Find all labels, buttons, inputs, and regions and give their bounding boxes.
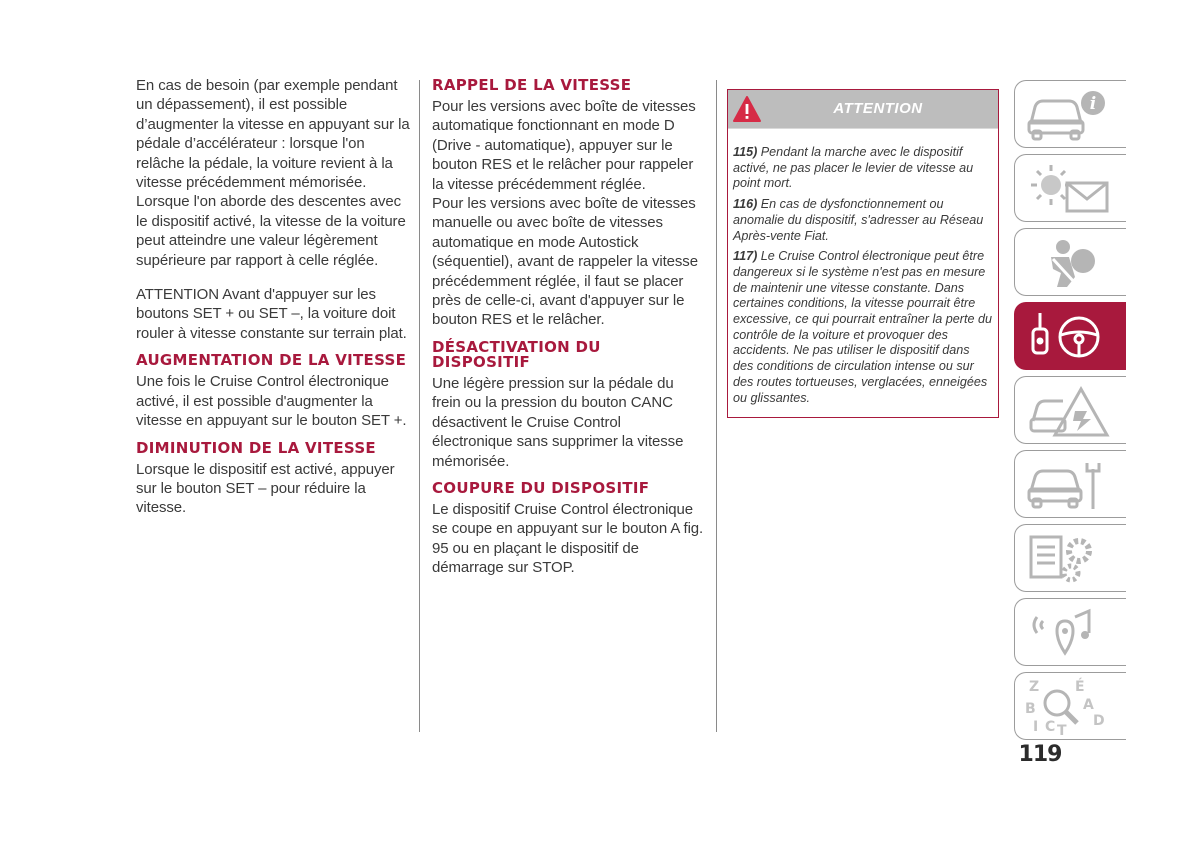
note-number: 116)	[733, 197, 758, 212]
column-right	[727, 89, 999, 418]
car-service-icon	[1023, 455, 1117, 513]
multimedia-icon	[1023, 603, 1117, 661]
paragraph-attention: ATTENTION Avant d'appuyer sur les boutons SET + ou SET –, la voiture doit rouler à vitesse constante sur terrain plat.	[136, 286, 407, 342]
tab-safety[interactable]	[1014, 228, 1126, 296]
svg-text:i: i	[1089, 94, 1097, 114]
heading-diminution: DIMINUTION DE LA VITESSE	[136, 438, 376, 457]
paragraph-overtaking: En cas de besoin (par exemple pendant un dépassement), il est possible d’augmenter la vitesse en appuyant sur la pédale d’accélérateur : lorsque l'on relâche la pédale, la voiture revient à la vitesse précédemment mémorisée. Lorsque l'on aborde des descentes avec le dispositif activé, la vitesse de la voiture peut atteindre une valeur légèrement supérieure par rapport à celle réglée.	[136, 77, 410, 269]
warning-note	[728, 249, 998, 406]
page-number: 119	[1018, 742, 1062, 767]
index-letter: I	[1033, 719, 1039, 735]
note-number: 115)	[733, 145, 758, 159]
warning-note	[728, 197, 998, 244]
lights-message-icon	[1023, 159, 1117, 217]
column-left	[136, 76, 410, 518]
column-divider-2	[716, 80, 717, 732]
tab-multimedia[interactable]	[1014, 598, 1126, 666]
key-steering-wheel-icon	[1023, 307, 1117, 365]
warning-box	[727, 89, 999, 418]
column-divider-1	[419, 80, 420, 732]
paragraph-coupure: Le dispositif Cruise Control électronique se coupe en appuyant sur le bouton A fig. 95 ou en plaçant le dispositif de démarrage sur STOP.	[432, 500, 704, 577]
note-text: Le Cruise Control électronique peut être dangereux si le système n'est pas en mesure de maintenir une vitesse constante. Dans certaines conditions, la vitesse pourrait être excessive, ce qui pourrait entraîner la perte du contrôle de la voiture et provoquer des accidents. Ne pas utiliser le dispositif dans des conditions de circulation intense ou sur des routes tortueuses, verglacées, enneigées ou glissantes.	[733, 249, 993, 405]
car-warning-icon	[1023, 381, 1117, 439]
index-letter: D	[1093, 713, 1105, 729]
tab-car-info[interactable]	[1014, 80, 1126, 148]
index-letter: A	[1083, 697, 1094, 713]
heading-desactivation: DÉSACTIVATION DU DISPOSITIF	[432, 337, 601, 371]
index-letter: C	[1045, 719, 1056, 735]
paragraph-desactivation: Une légère pression sur la pédale du frein ou la pression du bouton CANC désactivent le Cruise Control électronique sans supprimer la vitesse mémorisée.	[432, 374, 684, 470]
car-info-icon	[1023, 85, 1117, 143]
paragraph-rappel-automatic: Pour les versions avec boîte de vitesses automatique fonctionnant en mode D (Drive - automatique), appuyer sur le bouton RES et le relâcher pour rappeler la vitesse précédemment réglée.	[432, 98, 696, 193]
note-text: En cas de dysfonctionnement ou anomalie du dispositif, s'adresser au Réseau Après-vente Fiat.	[733, 197, 984, 243]
index-letter: T	[1057, 723, 1067, 735]
index-letter: B	[1025, 701, 1036, 717]
heading-augmentation: AUGMENTATION DE LA VITESSE	[136, 351, 407, 370]
index-letter: É	[1075, 679, 1085, 695]
tab-emergency[interactable]	[1014, 376, 1126, 444]
warning-title: ATTENTION	[833, 100, 923, 117]
tab-lights-messages[interactable]	[1014, 154, 1126, 222]
note-number: 117)	[733, 249, 758, 264]
warning-header	[728, 90, 998, 129]
index-letter: Z	[1029, 679, 1040, 695]
note-text: Pendant la marche avec le dispositif activé, ne pas placer le levier de vitesse au point mort.	[733, 145, 974, 191]
tab-index[interactable]	[1014, 672, 1126, 740]
warning-notes	[728, 129, 998, 417]
tab-starting-driving[interactable]	[1014, 302, 1126, 370]
specs-gears-icon	[1023, 529, 1117, 587]
paragraph-diminution: Lorsque le dispositif est activé, appuyer sur le bouton SET – pour réduire la vitesse.	[136, 460, 395, 517]
heading-rappel: RAPPEL DE LA VITESSE	[432, 76, 632, 94]
index-search-icon	[1023, 677, 1117, 735]
heading-coupure: COUPURE DU DISPOSITIF	[432, 478, 650, 497]
tab-technical-data[interactable]	[1014, 524, 1126, 592]
column-middle	[432, 76, 704, 578]
paragraph-rappel-manual: Pour les versions avec boîte de vitesses manuelle ou avec boîte de vitesses automatique en mode Autostick (séquentiel), avant de rappeler la vitesse précédemment réglée, il faut se placer près de celle-ci, avant d'appuyer sur le bouton RES et le relâcher.	[432, 195, 698, 329]
paragraph-augmentation: Une fois le Cruise Control électronique activé, il est possible d'augmenter la vitesse en appuyant sur le bouton SET +.	[136, 373, 407, 430]
chapter-tabs	[1014, 80, 1126, 746]
tab-maintenance[interactable]	[1014, 450, 1126, 518]
airbag-safety-icon	[1023, 233, 1117, 291]
warning-note	[728, 145, 998, 192]
